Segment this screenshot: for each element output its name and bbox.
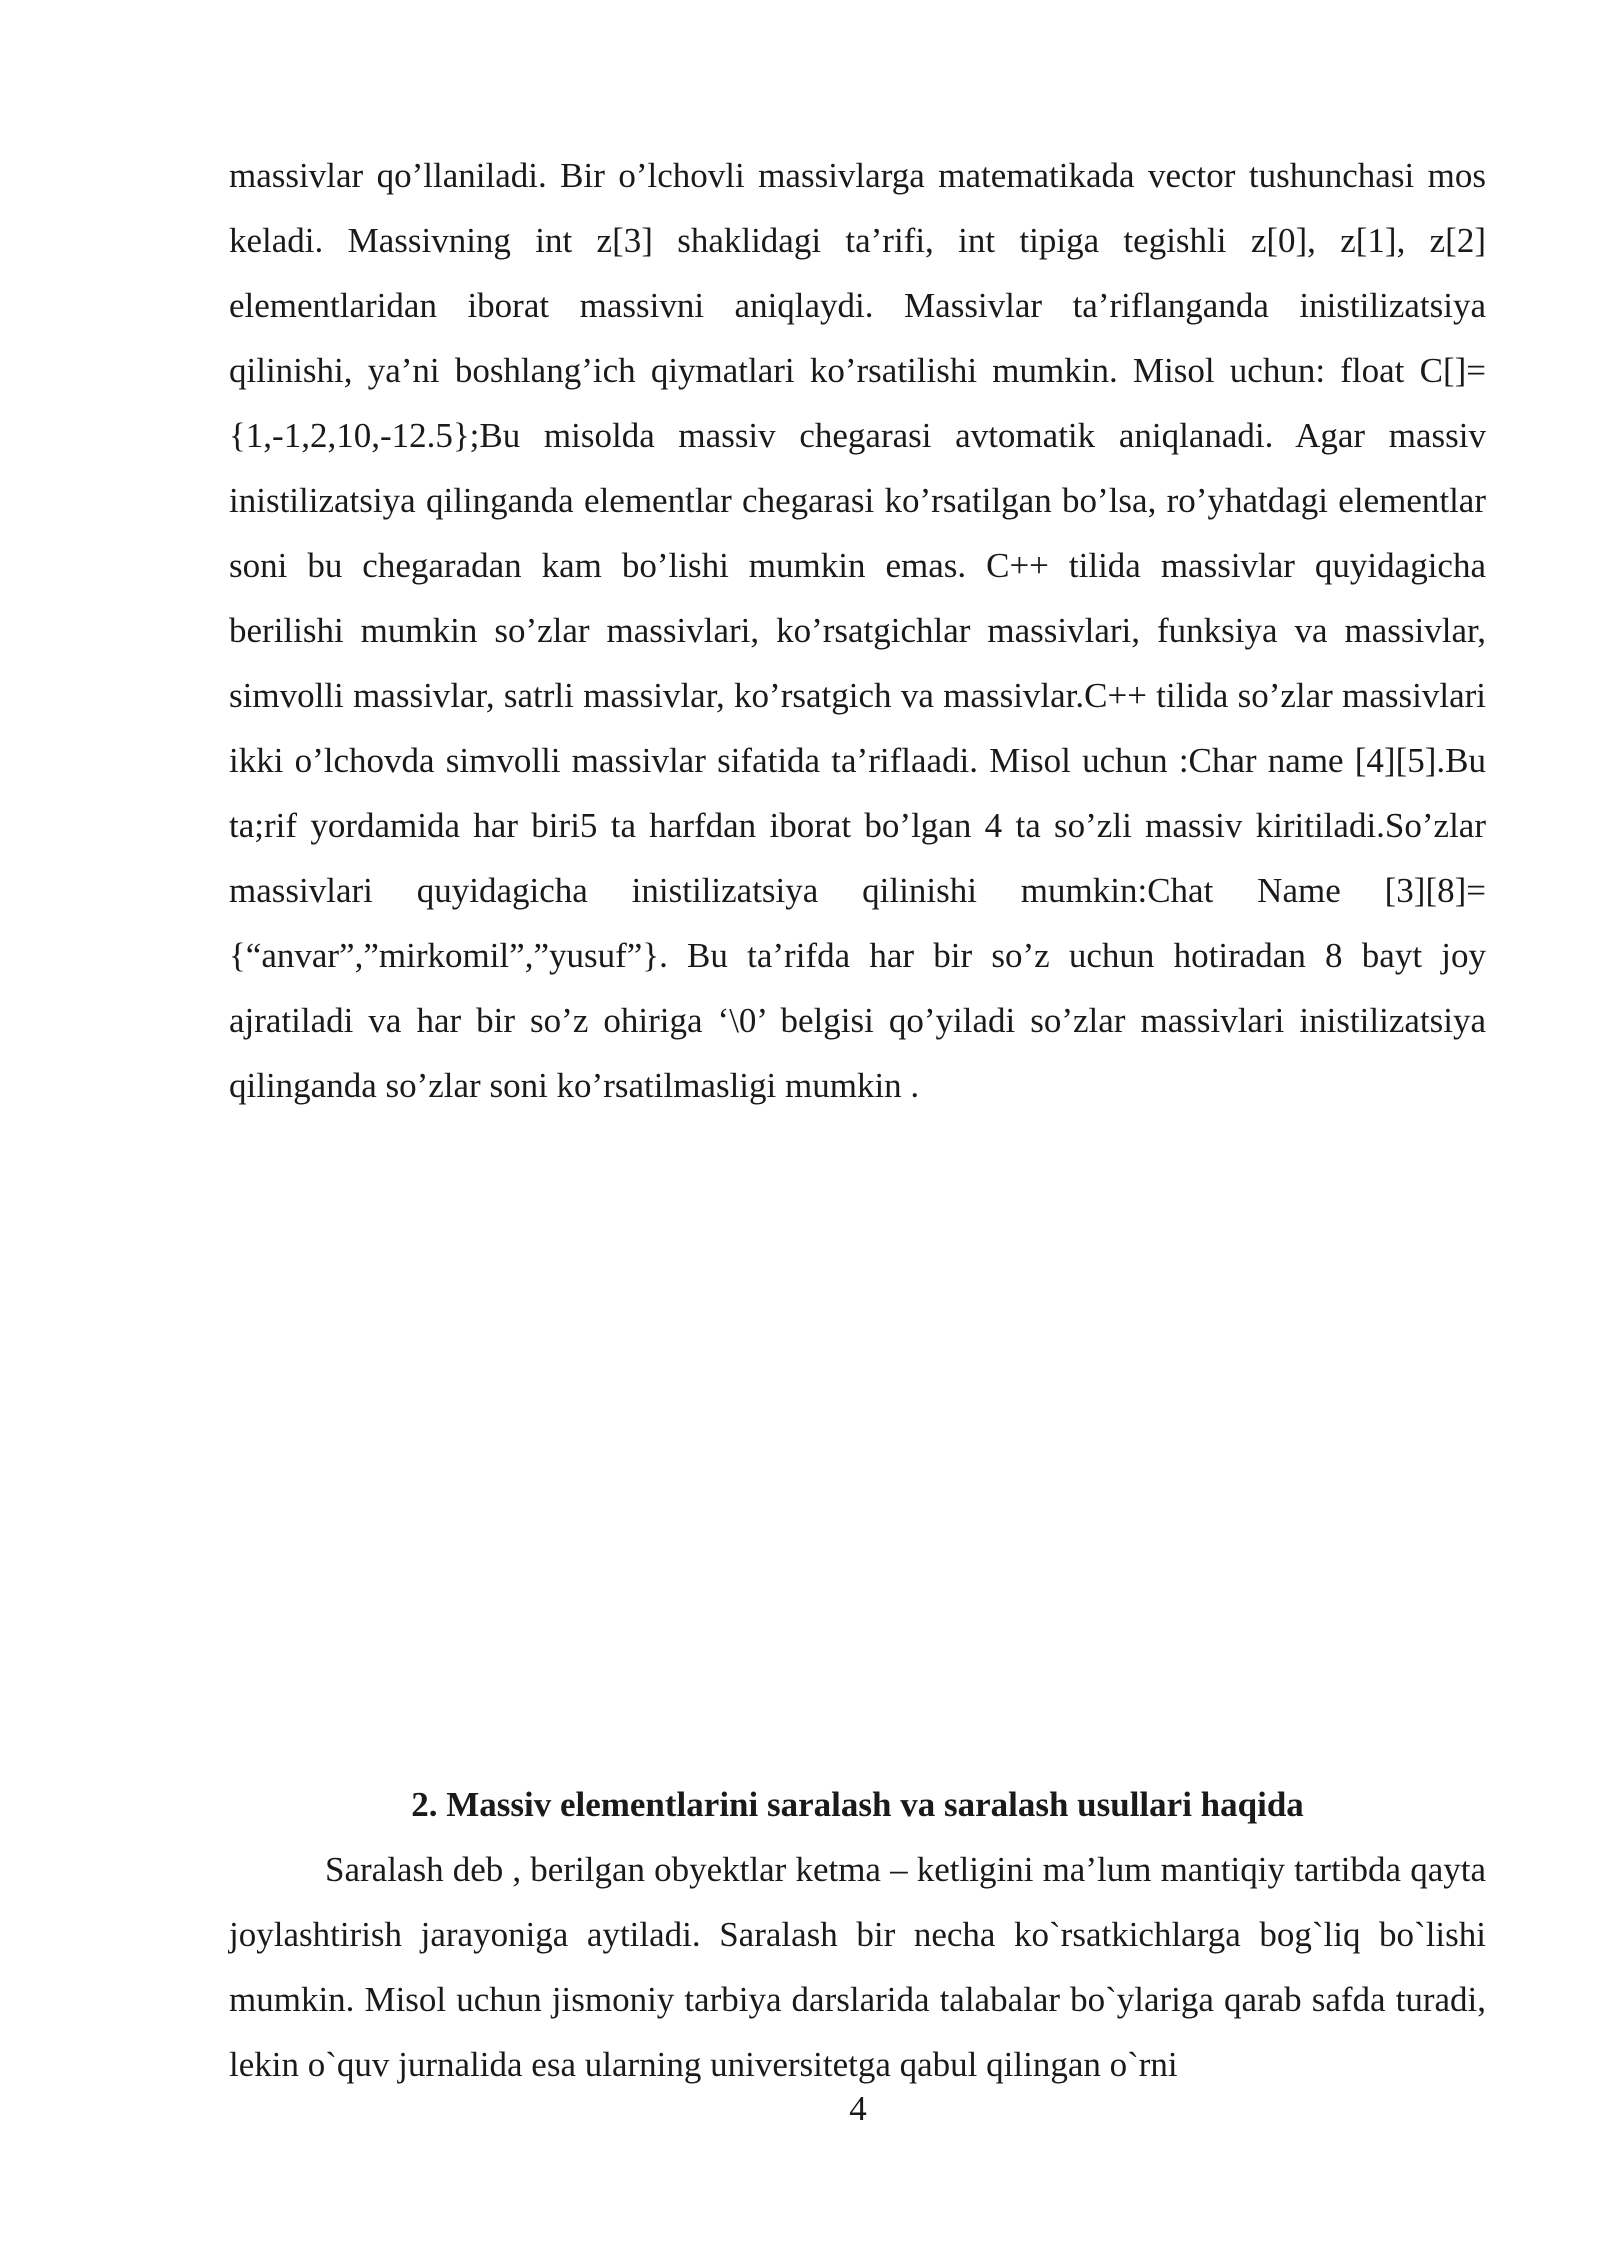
- page-number: 4: [849, 2089, 867, 2128]
- section-heading: 2. Massiv elementlarini saralash va saralash usullari haqida: [411, 1785, 1304, 1824]
- body-paragraph-arrays: massivlar qo’llaniladi. Bir o’lchovli massivlarga matematikada vector tushunchasi mos keladi. Massivning int z[3] shaklidagi ta’rifi, int tipiga tegishli z[0], z[1], z[2] elementlaridan iborat massivni aniqlaydi. Massivlar ta’riflanganda inistilizatsiya qilinishi, ya’ni boshlang’ich qiymatlari ko’rsatilishi mumkin. Misol uchun: float C[]={1,-1,2,10,-12.5};Bu misolda massiv chegarasi avtomatik aniqlanadi. Agar massiv inistilizatsiya qilinganda elementlar chegarasi ko’rsatilgan bo’lsa, ro’yhatdagi elementlar soni bu chegaradan kam bo’lishi mumkin emas. C++ tilida massivlar quyidagicha berilishi mumkin so’zlar massivlari, ko’rsatgichlar massivlari, funksiya va massivlar, simvolli massivlar, satrli massivlar, ko’rsatgich va massivlar.C++ tilida so’zlar massivlari ikki o’lchovda simvolli massivlar sifatida ta’riflaadi. Misol uchun :Char name [4][5].Bu ta;rif yordamida har biri5 ta harfdan iborat bo’lgan 4 ta so’zli massiv kiritiladi.So’zlar massivlari quyidagicha inistilizatsiya qilinishi mumkin:Chat Name [3][8]={“anvar”,”mirkomil”,”yusuf”}. Bu ta’rifda har bir so’z uchun hotiradan 8 bayt joy ajratiladi va har bir so’z ohiriga ‘\0’ belgisi qo’yiladi so’zlar massivlari inistilizatsiya qilinganda so’zlar soni ko’rsatilmasligi mumkin .: [229, 156, 1486, 1105]
- body-paragraph-sorting: Saralash deb , berilgan obyektlar ketma – ketligini ma’lum mantiqiy tartibda qayta joylashtirish jarayoniga aytiladi. Saralash bir necha ko`rsatkichlarga bog`liq bo`lishi mumkin. Misol uchun jismoniy tarbiya darslarida talabalar bo`ylariga qarab safda turadi, lekin o`quv jurnalida esa ularning universitetga qabul qilingan o`rni: [229, 1850, 1486, 2084]
